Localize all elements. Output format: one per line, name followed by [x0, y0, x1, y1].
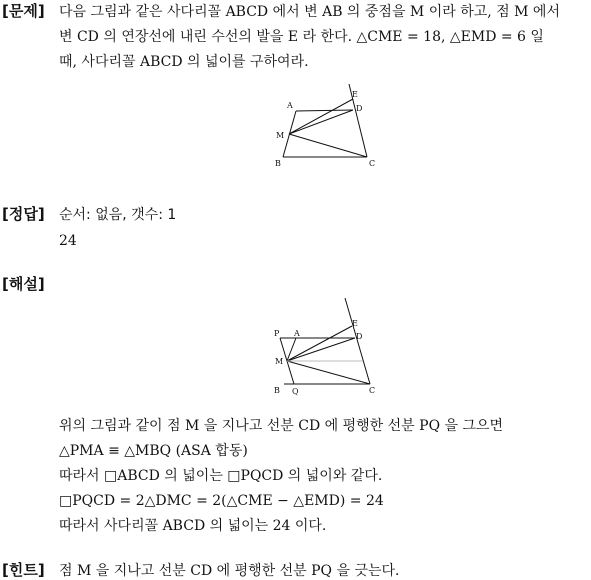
- problem-figure: [270, 84, 390, 174]
- sol-figure-label-m: M: [275, 357, 284, 366]
- problem-label: [문제]: [2, 2, 45, 20]
- answer-label: [정답]: [2, 205, 45, 223]
- solution-line-3: 따라서 □ABCD 의 넓이는 □PQCD 의 넓이와 같다.: [59, 468, 383, 484]
- sol-figure-label-c: C: [369, 386, 376, 395]
- solution-line-2: △PMA ≡ △MBQ (ASA 합동): [59, 443, 248, 459]
- figure-mc: [289, 134, 367, 157]
- solution-line-1: 위의 그림과 같이 점 M 을 지나고 선분 CD 에 평행한 선분 PQ 을 그으면: [59, 418, 504, 434]
- hint-text: 점 M 을 지나고 선분 CD 에 평행한 선분 PQ 을 긋는다.: [59, 563, 400, 579]
- solution-line-5: 따라서 사다리꼴 ABCD 의 넓이는 24 이다.: [59, 518, 327, 534]
- sol-figure-label-e: E: [352, 319, 358, 328]
- sol-figure-label-d: D: [356, 332, 363, 341]
- sol-figure-mc: [287, 361, 370, 384]
- problem-line-3: 때, 사다리꼴 ABCD 의 넓이를 구하여라.: [59, 54, 309, 70]
- problem-line-2: 변 CD 의 연장선에 내린 수선의 발을 E 라 한다. △CME = 18, △EMD = 6 일: [59, 29, 544, 45]
- solution-figure: [268, 296, 388, 396]
- problem-line-1: 다음 그림과 같은 사다리꼴 ABCD 에서 변 AB 의 중점을 M 이라 하고, 점 M 에서: [59, 4, 560, 20]
- answer-value: 24: [59, 233, 77, 249]
- figure-ad: [296, 110, 353, 111]
- sol-figure-label-b: B: [274, 386, 280, 395]
- sol-figure-label-q: Q: [292, 387, 299, 396]
- sol-figure-ab: [287, 338, 296, 361]
- figure-label-d: D: [356, 104, 363, 113]
- solution-label: [해설]: [2, 275, 45, 293]
- solution-line-4: □PQCD = 2△DMC = 2(△CME − △EMD) = 24: [59, 493, 384, 509]
- figure-md: [289, 110, 353, 134]
- sol-figure-md: [287, 338, 355, 361]
- figure-label-m: M: [276, 131, 285, 140]
- figure-label-c: C: [369, 159, 376, 168]
- figure-label-b: B: [275, 159, 281, 168]
- figure-label-a: A: [287, 101, 293, 110]
- answer-meta: 순서: 없음, 갯수: 1: [59, 207, 177, 223]
- hint-label: [힌트]: [2, 561, 45, 579]
- figure-me: [289, 99, 353, 134]
- sol-figure-label-p: P: [274, 329, 280, 338]
- sol-figure-dc-extended: [345, 298, 370, 384]
- sol-figure-label-a: A: [294, 329, 300, 338]
- figure-label-e: E: [352, 90, 358, 99]
